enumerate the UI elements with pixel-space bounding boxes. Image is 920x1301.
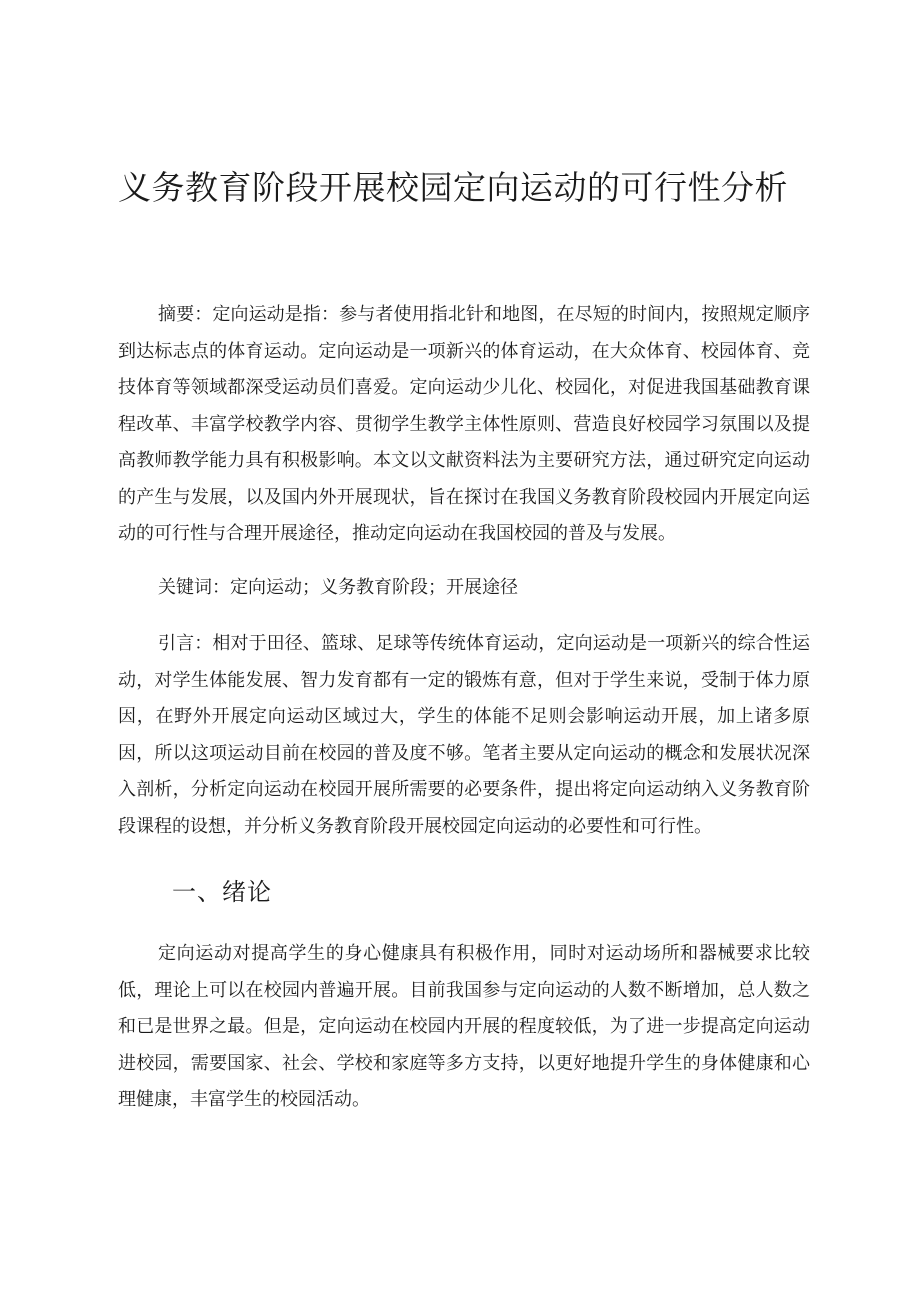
section-1-paragraph: 定向运动对提高学生的身心健康具有积极作用，同时对运动场所和器械要求比较低，理论上可以在校园内普遍开展。目前我国参与定向运动的人数不断增加，总人数之和已是世界之最。但是，定向运动在校园内开展的程度较低，为了进一步提高定向运动进校园，需要国家、社会、学校和家庭等多方支持，以更好地提升学生的身体健康和心理健康，丰富学生的校园活动。 (118, 943, 810, 1110)
introduction-paragraph: 引言：相对于田径、篮球、足球等传统体育运动，定向运动是一项新兴的综合性运动，对学生体能发展、智力发育都有一定的锻炼有意，但对于学生来说，受制于体力原因，在野外开展定向运动区域过大，学生的体能不足则会影响运动开展，加上诸多原因，所以这项运动目前在校园的普及度不够。笔者主要从定向运动的概念和发展状况深入剖析，分析定向运动在校园开展所需要的必要条件，提出将定向运动纳入义务教育阶段课程的设想，并分析义务教育阶段开展校园定向运动的必要性和可行性。 (118, 633, 810, 837)
section-heading-introduction: 一、绪论 (172, 878, 272, 906)
keywords-line: 关键词：定向运动；义务教育阶段；开展途径 (158, 577, 518, 598)
document-title: 义务教育阶段开展校园定向运动的可行性分析 (118, 168, 788, 207)
abstract-paragraph: 摘要：定向运动是指：参与者使用指北针和地图，在尽短的时间内，按照规定顺序到达标志点的体育运动。定向运动是一项新兴的体育运动，在大众体育、校园体育、竞技体育等领域都深受运动员们喜爱。定向运动少儿化、校园化，对促进我国基础教育课程改革、丰富学校教学内容、贯彻学生教学主体性原则、营造良好校园学习氛围以及提高教师教学能力具有积极影响。本文以文献资料法为主要研究方法，通过研究定向运动的产生与发展，以及国内外开展现状，旨在探讨在我国义务教育阶段校园内开展定向运动的可行性与合理开展途径，推动定向运动在我国校园的普及与发展。 (118, 304, 810, 544)
